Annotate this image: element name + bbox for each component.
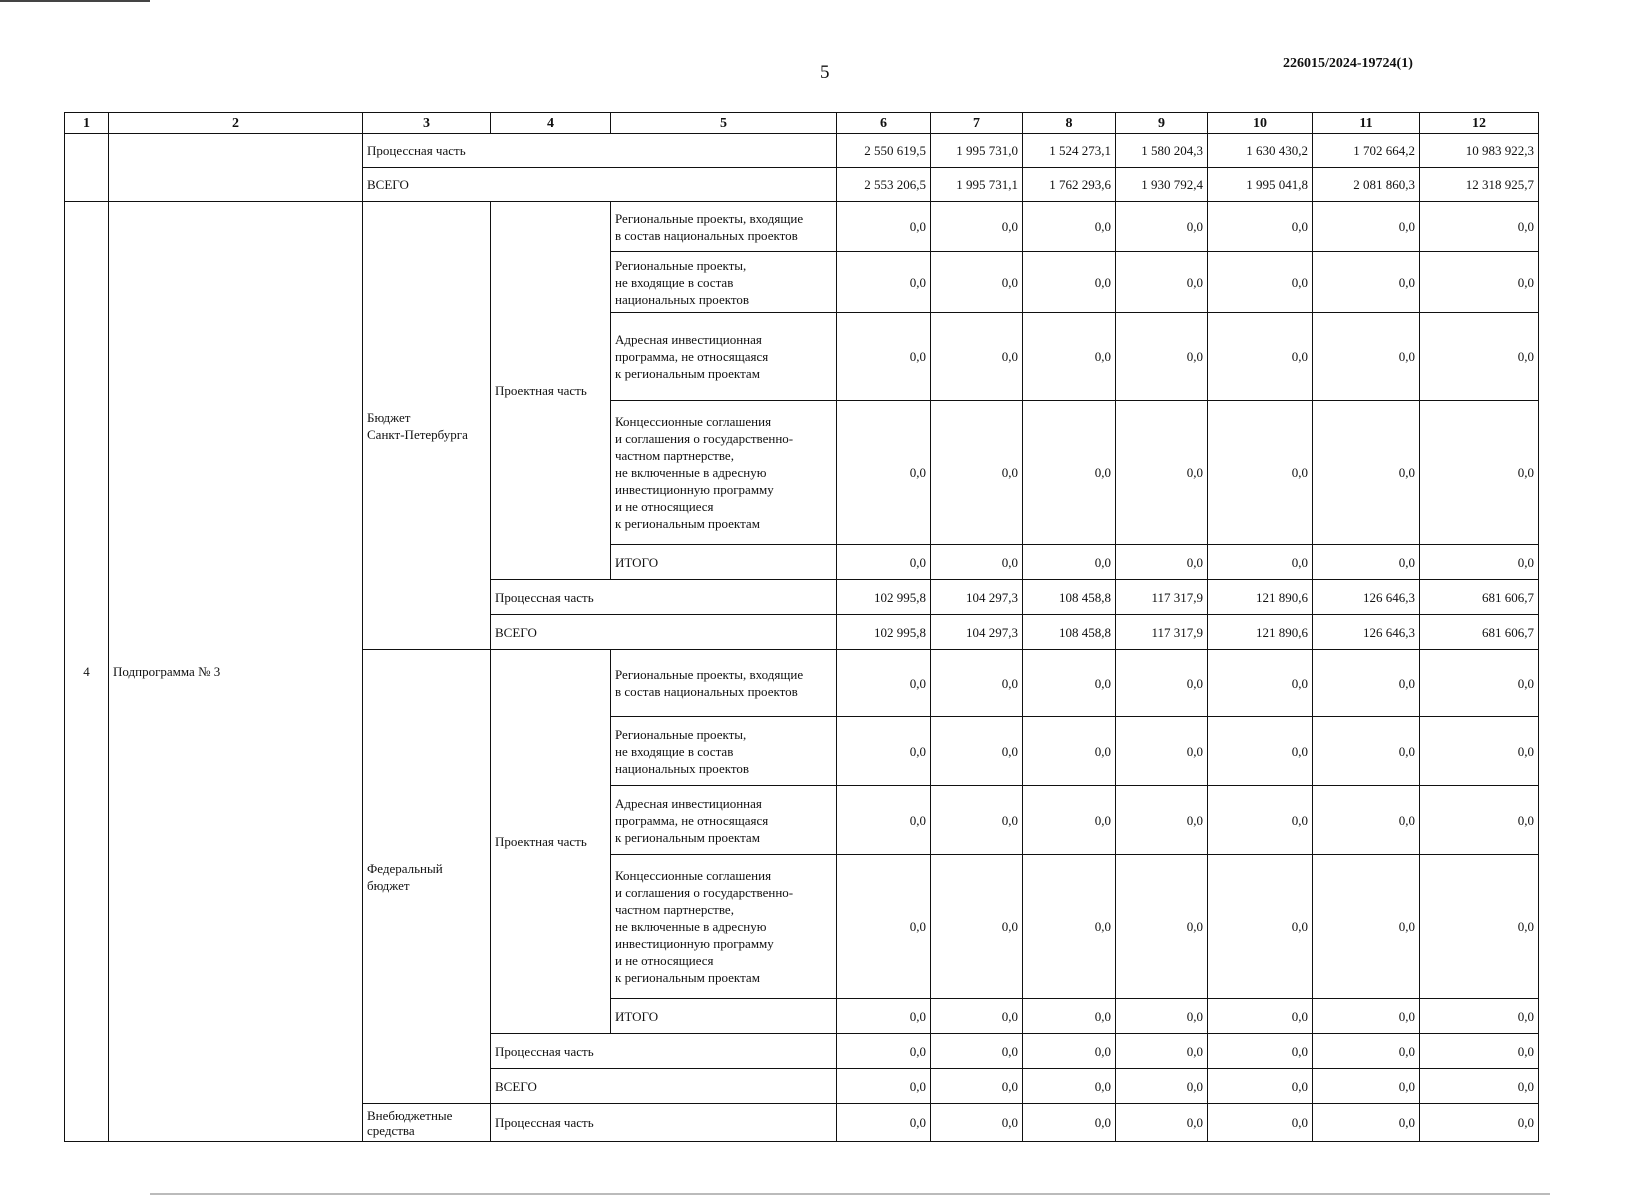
col-header: 5 bbox=[611, 113, 837, 134]
value-cell: 0,0 bbox=[1116, 786, 1208, 855]
item-regional-in-national: Региональные проекты, входящие в состав национальных проектов bbox=[611, 202, 837, 252]
value-cell: 102 995,8 bbox=[837, 580, 931, 615]
value-cell: 0,0 bbox=[931, 252, 1023, 313]
value-cell: 0,0 bbox=[1420, 252, 1539, 313]
value-cell: 0,0 bbox=[1313, 1104, 1420, 1142]
value-cell: 0,0 bbox=[931, 999, 1023, 1034]
value-cell: 121 890,6 bbox=[1208, 615, 1313, 650]
value-cell: 0,0 bbox=[1023, 202, 1116, 252]
value-cell: 0,0 bbox=[1420, 717, 1539, 786]
value-cell: 0,0 bbox=[837, 202, 931, 252]
table-row bbox=[65, 134, 1539, 168]
subprogram-name: Подпрограмма № 3 bbox=[109, 202, 363, 1142]
value-cell: 0,0 bbox=[1023, 999, 1116, 1034]
prev-total-label: ВСЕГО bbox=[363, 168, 837, 202]
funding-source-extrabudget: Внебюджетные средства bbox=[363, 1104, 491, 1142]
value-cell: 0,0 bbox=[1208, 401, 1313, 545]
value-cell: 0,0 bbox=[1420, 855, 1539, 999]
item-itogo: ИТОГО bbox=[611, 999, 837, 1034]
col-header: 10 bbox=[1208, 113, 1313, 134]
value-cell: 0,0 bbox=[1023, 650, 1116, 717]
value-cell: 0,0 bbox=[1023, 1069, 1116, 1104]
value-cell: 0,0 bbox=[837, 786, 931, 855]
item-concessions: Концессионные соглашения и соглашения о государственно- частном партнерстве, не включенные в адресную инвестиционную программу и не относящиеся к региональным проектам bbox=[611, 401, 837, 545]
item-concessions: Концессионные соглашения и соглашения о государственно- частном партнерстве, не включенные в адресную инвестиционную программу и не относящиеся к региональным проектам bbox=[611, 855, 837, 999]
value-cell: 104 297,3 bbox=[931, 615, 1023, 650]
value-cell: 0,0 bbox=[1208, 717, 1313, 786]
total-label: ВСЕГО bbox=[491, 1069, 837, 1104]
value-cell: 0,0 bbox=[1023, 401, 1116, 545]
col-header: 4 bbox=[491, 113, 611, 134]
col-header: 3 bbox=[363, 113, 491, 134]
process-part-label: Процессная часть bbox=[491, 1104, 837, 1142]
value-cell: 1 995 731,0 bbox=[931, 134, 1023, 168]
funding-source-spb: Бюджет Санкт-Петербурга bbox=[363, 202, 491, 650]
item-regional-in-national: Региональные проекты, входящие в состав национальных проектов bbox=[611, 650, 837, 717]
value-cell: 0,0 bbox=[1116, 252, 1208, 313]
value-cell: 2 550 619,5 bbox=[837, 134, 931, 168]
value-cell: 0,0 bbox=[1023, 545, 1116, 580]
value-cell: 0,0 bbox=[931, 401, 1023, 545]
item-regional-not-national: Региональные проекты, не входящие в состав национальных проектов bbox=[611, 252, 837, 313]
value-cell: 0,0 bbox=[1023, 252, 1116, 313]
value-cell: 0,0 bbox=[837, 1104, 931, 1142]
value-cell: 0,0 bbox=[1313, 855, 1420, 999]
value-cell: 1 580 204,3 bbox=[1116, 134, 1208, 168]
item-address-program: Адресная инвестиционная программа, не относящаяся к региональным проектам bbox=[611, 313, 837, 401]
value-cell: 1 524 273,1 bbox=[1023, 134, 1116, 168]
budget-table bbox=[64, 112, 1539, 1142]
process-part-label: Процессная часть bbox=[491, 580, 837, 615]
value-cell: 0,0 bbox=[1420, 650, 1539, 717]
prev-process-label: Процессная часть bbox=[363, 134, 837, 168]
value-cell: 0,0 bbox=[1023, 1034, 1116, 1069]
value-cell: 1 762 293,6 bbox=[1023, 168, 1116, 202]
value-cell: 1 630 430,2 bbox=[1208, 134, 1313, 168]
value-cell: 12 318 925,7 bbox=[1420, 168, 1539, 202]
value-cell: 0,0 bbox=[837, 313, 931, 401]
value-cell: 0,0 bbox=[1313, 252, 1420, 313]
col-header: 7 bbox=[931, 113, 1023, 134]
row-number: 4 bbox=[65, 202, 109, 1142]
value-cell: 0,0 bbox=[1208, 999, 1313, 1034]
value-cell: 0,0 bbox=[1116, 855, 1208, 999]
value-cell: 104 297,3 bbox=[931, 580, 1023, 615]
value-cell: 0,0 bbox=[1313, 545, 1420, 580]
header-row bbox=[65, 113, 1539, 134]
item-regional-not-national: Региональные проекты, не входящие в состав национальных проектов bbox=[611, 717, 837, 786]
value-cell: 0,0 bbox=[1116, 1069, 1208, 1104]
value-cell: 117 317,9 bbox=[1116, 615, 1208, 650]
value-cell: 0,0 bbox=[931, 545, 1023, 580]
col-header: 12 bbox=[1420, 113, 1539, 134]
value-cell: 0,0 bbox=[931, 650, 1023, 717]
value-cell: 0,0 bbox=[837, 401, 931, 545]
value-cell: 0,0 bbox=[1208, 1104, 1313, 1142]
value-cell: 0,0 bbox=[1208, 1069, 1313, 1104]
value-cell: 0,0 bbox=[1208, 545, 1313, 580]
value-cell: 0,0 bbox=[1023, 313, 1116, 401]
value-cell: 121 890,6 bbox=[1208, 580, 1313, 615]
value-cell: 0,0 bbox=[931, 1104, 1023, 1142]
col-header: 9 bbox=[1116, 113, 1208, 134]
value-cell: 0,0 bbox=[1313, 717, 1420, 786]
value-cell: 0,0 bbox=[1313, 1069, 1420, 1104]
process-part-label: Процессная часть bbox=[491, 1034, 837, 1069]
value-cell: 0,0 bbox=[1420, 545, 1539, 580]
value-cell: 0,0 bbox=[1420, 999, 1539, 1034]
value-cell: 0,0 bbox=[931, 786, 1023, 855]
value-cell: 0,0 bbox=[1420, 1034, 1539, 1069]
value-cell: 102 995,8 bbox=[837, 615, 931, 650]
value-cell: 0,0 bbox=[1420, 1069, 1539, 1104]
value-cell: 0,0 bbox=[1208, 252, 1313, 313]
value-cell: 0,0 bbox=[1023, 717, 1116, 786]
value-cell: 0,0 bbox=[1313, 313, 1420, 401]
value-cell: 117 317,9 bbox=[1116, 580, 1208, 615]
value-cell: 0,0 bbox=[931, 313, 1023, 401]
empty-cell bbox=[109, 134, 363, 202]
col-header: 2 bbox=[109, 113, 363, 134]
value-cell: 0,0 bbox=[1420, 202, 1539, 252]
value-cell: 0,0 bbox=[1116, 545, 1208, 580]
value-cell: 0,0 bbox=[837, 717, 931, 786]
value-cell: 0,0 bbox=[1116, 401, 1208, 545]
scan-artifact-top bbox=[0, 0, 150, 2]
value-cell: 0,0 bbox=[1420, 401, 1539, 545]
value-cell: 681 606,7 bbox=[1420, 615, 1539, 650]
value-cell: 2 553 206,5 bbox=[837, 168, 931, 202]
value-cell: 0,0 bbox=[837, 252, 931, 313]
value-cell: 0,0 bbox=[1313, 202, 1420, 252]
page-number: 5 bbox=[820, 62, 830, 83]
value-cell: 1 702 664,2 bbox=[1313, 134, 1420, 168]
project-part-label: Проектная часть bbox=[491, 650, 611, 1034]
value-cell: 0,0 bbox=[1313, 650, 1420, 717]
value-cell: 2 081 860,3 bbox=[1313, 168, 1420, 202]
value-cell: 0,0 bbox=[837, 1034, 931, 1069]
scan-artifact-bottom bbox=[150, 1193, 1550, 1195]
value-cell: 1 930 792,4 bbox=[1116, 168, 1208, 202]
value-cell: 0,0 bbox=[1116, 650, 1208, 717]
value-cell: 0,0 bbox=[1208, 202, 1313, 252]
value-cell: 0,0 bbox=[931, 1069, 1023, 1104]
value-cell: 681 606,7 bbox=[1420, 580, 1539, 615]
funding-source-federal: Федеральный бюджет bbox=[363, 650, 491, 1104]
value-cell: 0,0 bbox=[1313, 401, 1420, 545]
value-cell: 0,0 bbox=[1116, 1034, 1208, 1069]
value-cell: 0,0 bbox=[1116, 717, 1208, 786]
value-cell: 0,0 bbox=[1208, 650, 1313, 717]
total-label: ВСЕГО bbox=[491, 615, 837, 650]
value-cell: 0,0 bbox=[931, 202, 1023, 252]
value-cell: 0,0 bbox=[1313, 1034, 1420, 1069]
value-cell: 0,0 bbox=[1116, 1104, 1208, 1142]
value-cell: 0,0 bbox=[931, 717, 1023, 786]
value-cell: 10 983 922,3 bbox=[1420, 134, 1539, 168]
value-cell: 0,0 bbox=[837, 855, 931, 999]
value-cell: 0,0 bbox=[1208, 786, 1313, 855]
value-cell: 0,0 bbox=[837, 545, 931, 580]
value-cell: 0,0 bbox=[1116, 999, 1208, 1034]
value-cell: 126 646,3 bbox=[1313, 615, 1420, 650]
value-cell: 1 995 731,1 bbox=[931, 168, 1023, 202]
value-cell: 0,0 bbox=[1208, 1034, 1313, 1069]
value-cell: 108 458,8 bbox=[1023, 615, 1116, 650]
value-cell: 0,0 bbox=[1116, 313, 1208, 401]
col-header: 1 bbox=[65, 113, 109, 134]
col-header: 8 bbox=[1023, 113, 1116, 134]
value-cell: 0,0 bbox=[1420, 786, 1539, 855]
item-address-program: Адресная инвестиционная программа, не относящаяся к региональным проектам bbox=[611, 786, 837, 855]
value-cell: 0,0 bbox=[837, 650, 931, 717]
project-part-label: Проектная часть bbox=[491, 202, 611, 580]
table-row bbox=[65, 202, 1539, 252]
value-cell: 0,0 bbox=[931, 1034, 1023, 1069]
value-cell: 0,0 bbox=[1023, 786, 1116, 855]
value-cell: 0,0 bbox=[1023, 855, 1116, 999]
value-cell: 0,0 bbox=[1420, 313, 1539, 401]
value-cell: 0,0 bbox=[931, 855, 1023, 999]
value-cell: 1 995 041,8 bbox=[1208, 168, 1313, 202]
value-cell: 0,0 bbox=[1313, 999, 1420, 1034]
value-cell: 0,0 bbox=[1208, 855, 1313, 999]
value-cell: 0,0 bbox=[1208, 313, 1313, 401]
value-cell: 0,0 bbox=[837, 1069, 931, 1104]
value-cell: 0,0 bbox=[837, 999, 931, 1034]
col-header: 6 bbox=[837, 113, 931, 134]
empty-cell bbox=[65, 134, 109, 202]
value-cell: 108 458,8 bbox=[1023, 580, 1116, 615]
value-cell: 126 646,3 bbox=[1313, 580, 1420, 615]
item-itogo: ИТОГО bbox=[611, 545, 837, 580]
value-cell: 0,0 bbox=[1023, 1104, 1116, 1142]
value-cell: 0,0 bbox=[1313, 786, 1420, 855]
document-id: 226015/2024-19724(1) bbox=[1283, 56, 1413, 71]
col-header: 11 bbox=[1313, 113, 1420, 134]
value-cell: 0,0 bbox=[1420, 1104, 1539, 1142]
value-cell: 0,0 bbox=[1116, 202, 1208, 252]
